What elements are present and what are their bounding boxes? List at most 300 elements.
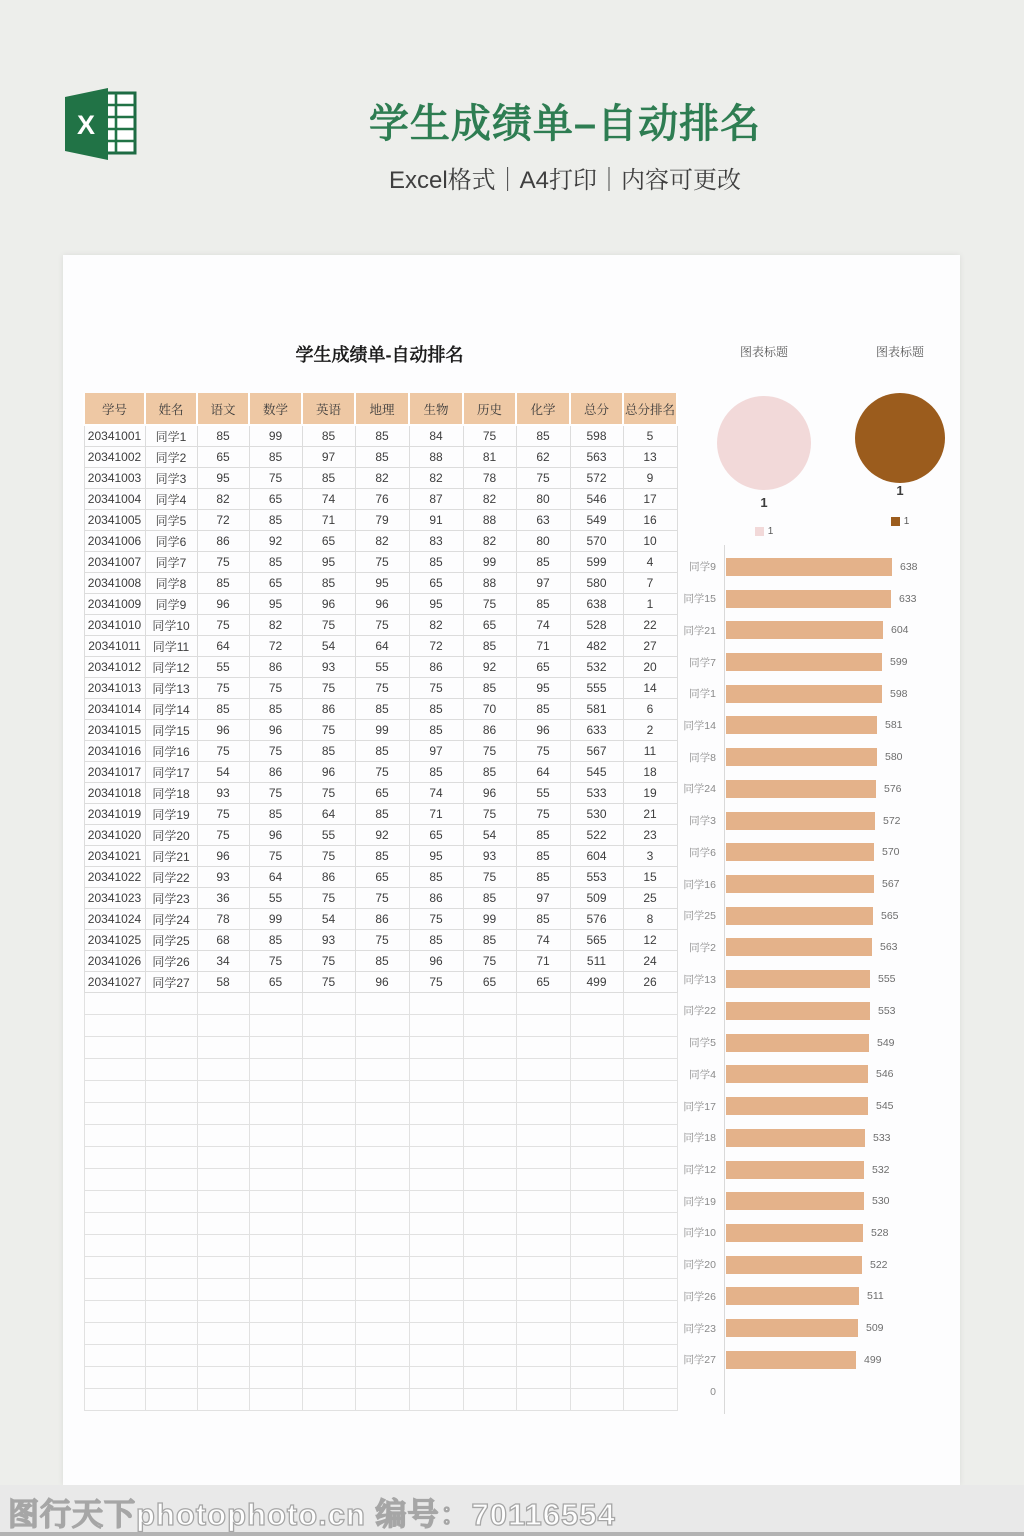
table-cell: 85 <box>197 573 249 594</box>
bar-area <box>726 590 952 608</box>
table-cell: 75 <box>302 846 355 867</box>
empty-table-cell <box>197 1345 249 1367</box>
table-cell: 20341026 <box>84 951 145 972</box>
bar-category-label: 同学24 <box>683 783 716 796</box>
empty-table-cell <box>516 1169 570 1191</box>
table-cell: 20341003 <box>84 468 145 489</box>
empty-table-cell <box>570 1103 623 1125</box>
bar <box>726 748 877 766</box>
empty-table-cell <box>463 1147 516 1169</box>
table-cell: 16 <box>623 510 677 531</box>
empty-table-cell <box>145 1213 197 1235</box>
table-cell: 599 <box>570 552 623 573</box>
empty-table-cell <box>84 1015 145 1037</box>
empty-table-cell <box>355 1367 409 1389</box>
table-cell: 545 <box>570 762 623 783</box>
empty-table-cell <box>570 1147 623 1169</box>
empty-table-cell <box>249 1081 302 1103</box>
empty-table-cell <box>516 1301 570 1323</box>
empty-table-cell <box>355 1213 409 1235</box>
table-cell: 75 <box>355 678 409 699</box>
table-cell: 86 <box>409 657 463 678</box>
empty-table-cell <box>249 1191 302 1213</box>
table-cell: 同学7 <box>145 552 197 573</box>
empty-table-cell <box>249 1345 302 1367</box>
column-header: 语文 <box>197 393 249 425</box>
empty-table-cell <box>409 1213 463 1235</box>
bar-area <box>726 1224 952 1242</box>
bar <box>726 875 874 893</box>
empty-table-cell <box>197 1257 249 1279</box>
table-cell: 22 <box>623 615 677 636</box>
bar <box>726 938 872 956</box>
table-cell: 88 <box>409 447 463 468</box>
table-cell: 25 <box>623 888 677 909</box>
table-cell: 75 <box>249 468 302 489</box>
table-cell: 同学24 <box>145 909 197 930</box>
pie2-data-label: 1 <box>896 483 904 498</box>
table-cell: 581 <box>570 699 623 720</box>
table-cell: 同学17 <box>145 762 197 783</box>
table-cell: 15 <box>623 867 677 888</box>
table-cell: 20341007 <box>84 552 145 573</box>
table-cell: 85 <box>249 552 302 573</box>
table-cell: 75 <box>302 615 355 636</box>
table-cell: 20341024 <box>84 909 145 930</box>
table-cell: 86 <box>409 888 463 909</box>
empty-table-cell <box>84 1213 145 1235</box>
table-cell: 85 <box>463 678 516 699</box>
bar <box>726 653 882 671</box>
bar <box>726 1256 862 1274</box>
table-row <box>84 804 677 825</box>
table-cell: 96 <box>197 720 249 741</box>
column-header: 学号 <box>84 393 145 425</box>
table-cell: 同学25 <box>145 930 197 951</box>
empty-table-cell <box>249 1169 302 1191</box>
table-cell: 95 <box>302 552 355 573</box>
empty-table-cell <box>355 1059 409 1081</box>
table-cell: 20341013 <box>84 678 145 699</box>
table-cell: 95 <box>409 594 463 615</box>
table-cell: 85 <box>409 930 463 951</box>
table-cell: 95 <box>409 846 463 867</box>
table-cell: 92 <box>463 657 516 678</box>
empty-table-cell <box>623 1037 677 1059</box>
table-cell: 75 <box>302 972 355 993</box>
table-cell: 85 <box>355 699 409 720</box>
empty-table-row <box>84 1257 677 1279</box>
empty-table-cell <box>197 993 249 1015</box>
empty-table-row <box>84 1235 677 1257</box>
table-cell: 72 <box>197 510 249 531</box>
table-cell: 同学6 <box>145 531 197 552</box>
column-header: 数学 <box>249 393 302 425</box>
table-row <box>84 699 677 720</box>
empty-table-cell <box>302 1147 355 1169</box>
table-cell: 85 <box>409 552 463 573</box>
bar-chart-rows <box>670 551 952 1407</box>
bar-area <box>726 558 952 576</box>
table-cell: 93 <box>302 657 355 678</box>
empty-table-cell <box>249 1279 302 1301</box>
bar-area <box>726 653 952 671</box>
table-cell: 65 <box>409 825 463 846</box>
bar-value-label: 528 <box>871 1226 889 1239</box>
empty-table-cell <box>197 1323 249 1345</box>
bar <box>726 558 892 576</box>
empty-table-cell <box>463 1191 516 1213</box>
bar-row <box>670 1154 952 1186</box>
table-cell: 7 <box>623 573 677 594</box>
empty-table-cell <box>249 1125 302 1147</box>
bar-row <box>670 741 952 773</box>
empty-table-cell <box>623 1125 677 1147</box>
table-cell: 96 <box>463 783 516 804</box>
table-cell: 54 <box>463 825 516 846</box>
table-cell: 85 <box>249 930 302 951</box>
bar-value-label: 598 <box>890 687 908 700</box>
empty-table-cell <box>355 1081 409 1103</box>
empty-table-cell <box>355 1125 409 1147</box>
table-cell: 85 <box>302 425 355 447</box>
pie1-title: 图表标题 <box>739 345 788 359</box>
empty-table-cell <box>249 1323 302 1345</box>
empty-table-cell <box>623 1279 677 1301</box>
empty-table-cell <box>463 1345 516 1367</box>
table-cell: 同学11 <box>145 636 197 657</box>
bar-row <box>670 1122 952 1154</box>
table-cell: 633 <box>570 720 623 741</box>
empty-table-cell <box>197 1037 249 1059</box>
table-cell: 96 <box>249 825 302 846</box>
table-cell: 72 <box>409 636 463 657</box>
table-cell: 82 <box>463 531 516 552</box>
bar-row <box>670 1217 952 1249</box>
empty-table-cell <box>84 1279 145 1301</box>
empty-table-cell <box>409 1103 463 1125</box>
bar-area <box>726 1192 952 1210</box>
empty-table-cell <box>145 1081 197 1103</box>
empty-table-row <box>84 1037 677 1059</box>
empty-table-cell <box>463 1125 516 1147</box>
empty-table-cell <box>623 1301 677 1323</box>
table-cell: 86 <box>302 867 355 888</box>
empty-table-cell <box>197 1081 249 1103</box>
table-cell: 85 <box>302 573 355 594</box>
table-cell: 20341005 <box>84 510 145 531</box>
table-cell: 同学9 <box>145 594 197 615</box>
empty-table-cell <box>249 1235 302 1257</box>
table-row <box>84 636 677 657</box>
empty-table-cell <box>463 1103 516 1125</box>
empty-table-cell <box>84 1257 145 1279</box>
empty-table-cell <box>302 1323 355 1345</box>
empty-table-cell <box>570 1279 623 1301</box>
table-cell: 85 <box>197 699 249 720</box>
table-cell: 20 <box>623 657 677 678</box>
column-header: 总分 <box>570 393 623 425</box>
table-cell: 同学1 <box>145 425 197 447</box>
table-row <box>84 657 677 678</box>
bar-value-label: 599 <box>890 656 908 669</box>
empty-table-cell <box>409 1367 463 1389</box>
table-row <box>84 888 677 909</box>
table-cell: 499 <box>570 972 623 993</box>
table-cell: 96 <box>197 846 249 867</box>
table-cell: 62 <box>516 447 570 468</box>
table-cell: 20341002 <box>84 447 145 468</box>
table-row <box>84 678 677 699</box>
empty-table-row <box>84 1059 677 1081</box>
empty-table-cell <box>355 1147 409 1169</box>
table-cell: 75 <box>409 678 463 699</box>
empty-table-cell <box>570 1389 623 1411</box>
bar-category-label: 同学22 <box>683 1005 716 1018</box>
bar <box>726 970 870 988</box>
table-cell: 549 <box>570 510 623 531</box>
table-cell: 34 <box>197 951 249 972</box>
table-cell: 532 <box>570 657 623 678</box>
table-cell: 97 <box>409 741 463 762</box>
table-cell: 同学8 <box>145 573 197 594</box>
empty-table-cell <box>570 1015 623 1037</box>
bar-category-label: 同学2 <box>689 941 716 954</box>
table-header-row <box>84 393 677 425</box>
bar <box>726 1192 864 1210</box>
pie2-title: 图表标题 <box>875 345 924 359</box>
empty-table-cell <box>84 1037 145 1059</box>
table-cell: 65 <box>516 657 570 678</box>
table-cell: 55 <box>197 657 249 678</box>
bar-value-label: 604 <box>891 624 909 637</box>
table-cell: 71 <box>516 951 570 972</box>
table-cell: 75 <box>197 741 249 762</box>
table-cell: 同学27 <box>145 972 197 993</box>
table-cell: 20341014 <box>84 699 145 720</box>
table-cell: 10 <box>623 531 677 552</box>
empty-table-cell <box>409 1169 463 1191</box>
table-cell: 同学14 <box>145 699 197 720</box>
table-cell: 638 <box>570 594 623 615</box>
bar-row <box>670 995 952 1027</box>
empty-table-cell <box>84 1059 145 1081</box>
bar-area <box>726 1097 952 1115</box>
table-cell: 96 <box>355 972 409 993</box>
empty-table-cell <box>409 1015 463 1037</box>
empty-table-cell <box>570 1345 623 1367</box>
table-cell: 96 <box>302 594 355 615</box>
table-cell: 75 <box>302 888 355 909</box>
table-cell: 70 <box>463 699 516 720</box>
empty-table-cell <box>516 1059 570 1081</box>
empty-table-cell <box>249 1037 302 1059</box>
table-cell: 82 <box>197 489 249 510</box>
table-cell: 85 <box>516 909 570 930</box>
table-cell: 63 <box>516 510 570 531</box>
empty-table-cell <box>570 1169 623 1191</box>
table-cell: 75 <box>197 552 249 573</box>
bar <box>726 1319 858 1337</box>
bar-row <box>670 583 952 615</box>
table-cell: 2 <box>623 720 677 741</box>
bar-value-label: 549 <box>877 1036 895 1049</box>
table-cell: 同学18 <box>145 783 197 804</box>
empty-table-cell <box>145 993 197 1015</box>
empty-table-cell <box>570 1367 623 1389</box>
table-cell: 85 <box>302 741 355 762</box>
bar <box>726 1224 863 1242</box>
table-cell: 83 <box>409 531 463 552</box>
empty-table-cell <box>145 1059 197 1081</box>
empty-table-cell <box>516 1213 570 1235</box>
empty-table-cell <box>249 1015 302 1037</box>
page-title: 学生成绩单–自动排名 <box>368 102 762 146</box>
column-header: 历史 <box>463 393 516 425</box>
table-cell: 75 <box>516 804 570 825</box>
bar-area <box>726 938 952 956</box>
empty-table-cell <box>409 1125 463 1147</box>
table-cell: 20341010 <box>84 615 145 636</box>
table-cell: 74 <box>516 615 570 636</box>
table-cell: 85 <box>516 425 570 447</box>
table-cell: 55 <box>355 657 409 678</box>
table-cell: 75 <box>463 741 516 762</box>
bar-area <box>726 1319 952 1337</box>
table-cell: 20341006 <box>84 531 145 552</box>
bar-category-label: 同学26 <box>683 1290 716 1303</box>
table-cell: 99 <box>355 720 409 741</box>
table-cell: 24 <box>623 951 677 972</box>
table-cell: 20341023 <box>84 888 145 909</box>
table-cell: 85 <box>355 425 409 447</box>
table-cell: 92 <box>249 531 302 552</box>
empty-table-cell <box>197 1147 249 1169</box>
table-row <box>84 930 677 951</box>
bar-area <box>726 812 952 830</box>
bar-row <box>670 1312 952 1344</box>
pie1-legend-label: 1 <box>767 526 774 537</box>
empty-table-cell <box>84 1147 145 1169</box>
empty-table-cell <box>409 1257 463 1279</box>
table-cell: 75 <box>409 909 463 930</box>
empty-table-cell <box>197 1213 249 1235</box>
table-cell: 85 <box>355 846 409 867</box>
empty-table-cell <box>516 1323 570 1345</box>
table-cell: 13 <box>623 447 677 468</box>
table-cell: 20341020 <box>84 825 145 846</box>
table-row <box>84 909 677 930</box>
table-cell: 75 <box>249 678 302 699</box>
table-cell: 21 <box>623 804 677 825</box>
empty-table-cell <box>570 1257 623 1279</box>
empty-table-row <box>84 1191 677 1213</box>
empty-table-cell <box>409 1081 463 1103</box>
table-cell: 75 <box>355 888 409 909</box>
table-row <box>84 489 677 510</box>
bar-row <box>670 836 952 868</box>
table-row <box>84 972 677 993</box>
empty-table-cell <box>302 1081 355 1103</box>
empty-table-cell <box>516 1367 570 1389</box>
table-cell: 79 <box>355 510 409 531</box>
table-row <box>84 615 677 636</box>
table-cell: 74 <box>516 930 570 951</box>
empty-table-cell <box>623 1081 677 1103</box>
table-cell: 80 <box>516 531 570 552</box>
empty-table-cell <box>302 1015 355 1037</box>
empty-table-cell <box>570 993 623 1015</box>
table-cell: 同学22 <box>145 867 197 888</box>
svg-text:X: X <box>76 110 96 140</box>
bar-row <box>670 1344 952 1376</box>
table-cell: 85 <box>249 804 302 825</box>
table-cell: 86 <box>249 762 302 783</box>
empty-table-cell <box>145 1323 197 1345</box>
bar-value-label: 553 <box>878 1004 896 1017</box>
table-cell: 75 <box>249 783 302 804</box>
empty-table-cell <box>516 1125 570 1147</box>
bar-category-label: 同学8 <box>689 751 716 764</box>
empty-table-cell <box>463 1279 516 1301</box>
empty-table-cell <box>463 1169 516 1191</box>
empty-table-cell <box>249 1213 302 1235</box>
bar <box>726 590 891 608</box>
empty-table-cell <box>302 1367 355 1389</box>
bar-value-label: 509 <box>866 1322 884 1335</box>
empty-table-cell <box>463 1323 516 1345</box>
bar-row <box>670 868 952 900</box>
table-cell: 97 <box>516 573 570 594</box>
empty-table-cell <box>409 1323 463 1345</box>
table-cell: 75 <box>197 804 249 825</box>
empty-table-cell <box>355 1257 409 1279</box>
table-cell: 68 <box>197 930 249 951</box>
table-cell: 75 <box>197 678 249 699</box>
table-cell: 565 <box>570 930 623 951</box>
table-cell: 20341019 <box>84 804 145 825</box>
table-cell: 75 <box>302 951 355 972</box>
table-cell: 4 <box>623 552 677 573</box>
column-header: 姓名 <box>145 393 197 425</box>
empty-table-cell <box>302 1191 355 1213</box>
table-cell: 82 <box>355 468 409 489</box>
table-cell: 85 <box>409 699 463 720</box>
bar-category-label: 同学19 <box>683 1195 716 1208</box>
empty-table-cell <box>409 1389 463 1411</box>
empty-table-cell <box>197 1169 249 1191</box>
empty-table-cell <box>145 1125 197 1147</box>
empty-table-cell <box>463 1015 516 1037</box>
empty-table-cell <box>197 1279 249 1301</box>
table-cell: 20341004 <box>84 489 145 510</box>
bar-value-label: 546 <box>876 1068 894 1081</box>
bar-category-label: 同学12 <box>683 1164 716 1177</box>
table-cell: 563 <box>570 447 623 468</box>
bar-category-label: 同学27 <box>683 1354 716 1367</box>
empty-table-cell <box>197 1103 249 1125</box>
table-row <box>84 867 677 888</box>
table-cell: 71 <box>409 804 463 825</box>
table-cell: 92 <box>355 825 409 846</box>
table-cell: 580 <box>570 573 623 594</box>
bar-value-label: 522 <box>870 1258 888 1271</box>
table-cell: 19 <box>623 783 677 804</box>
empty-table-cell <box>302 1059 355 1081</box>
excel-icon <box>60 84 140 164</box>
table-cell: 522 <box>570 825 623 846</box>
table-cell: 82 <box>355 531 409 552</box>
